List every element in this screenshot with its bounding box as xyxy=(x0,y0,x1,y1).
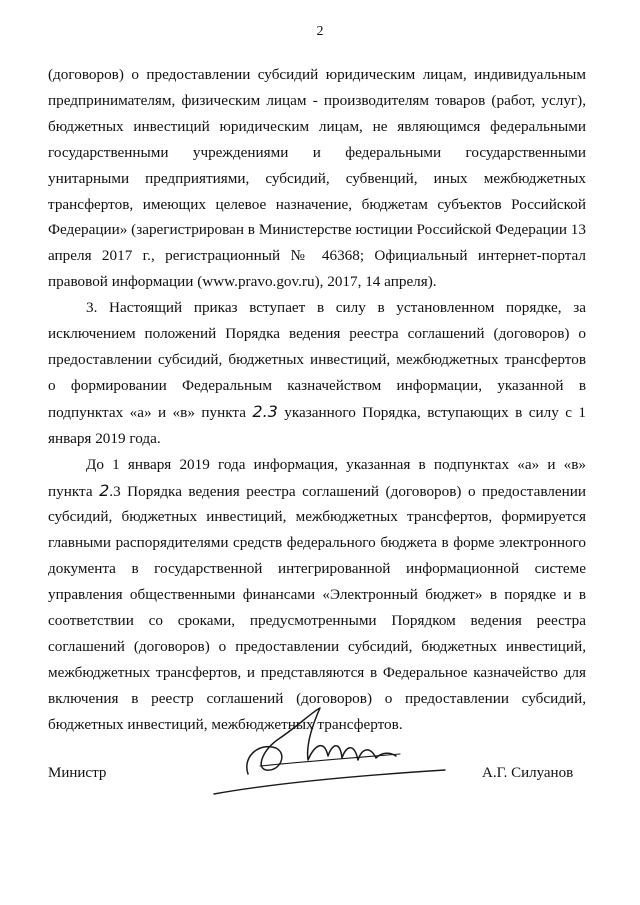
handwritten-digit: 2 xyxy=(99,480,110,500)
page-number: 2 xyxy=(316,24,324,39)
document-body xyxy=(48,62,586,738)
paragraph-3 xyxy=(48,295,586,451)
signatory-title: Министр xyxy=(48,765,107,781)
handwritten-clause-number: 2.3 xyxy=(252,401,278,421)
paragraph-continuation: (договоров) о предоставлении субсидий юридическим лицам, индивидуальным предпринимателям, физическим лицам - производителям товаров (работ, услуг), бюджетных инвестиций юридическим лицам, не являющимся федеральными государственными учреждениями и федеральными государственными унитарными предприятиями, субсидий, субвенций, иных межбюджетных трансфертов, имеющих целевое назначение, бюджетам субъектов Российской Федерации» (зарегистрирован в Министерстве юстиции Российской Федерации 13 апреля 2017 г., регистрационный № 46368; Официальный интернет-портал правовой информации (www.pravo.gov.ru), 2017, 14 апреля). xyxy=(48,66,586,291)
paragraph-3-text-end: указанного Порядка, вступающих в силу с 1 января 2019 года. xyxy=(48,403,587,447)
signatory-name: А.Г. Силуанов xyxy=(482,765,574,781)
paragraph-transition-text-end: .3 Порядка ведения реестра соглашений (договоров) о предоставлении субсидий, бюджетных инвестиций, межбюджетных трансфертов, формируется главными распорядителями средств федерального бюджета в форме электронного документа в государственной интегрированной информационной системе управления общественными финансами «Электронный бюджет» в порядке и в соответствии со сроками, предусмотренными Порядком ведения реестра соглашений (договоров) о предоставлении субсидий, бюджетных инвестиций, межбюджетных трансфертов, и представляются в Федеральное казначейство для включения в реестр соглашений (договоров) о предоставлении субсидий, бюджетных инвестиций, межбюджетных трансфертов. xyxy=(48,482,586,733)
signature-main-stroke xyxy=(247,708,396,774)
paragraph-3-text-start: 3. Настоящий приказ вступает в силу в установленном порядке, за исключением положений Порядка ведения реестра соглашений (договоров) о предоставлении субсидий, бюджетных инвестиций, межбюджетных трансфертов о формировании Федеральным казначейством информации, указанной в подпунктах «а» и «в» пункта xyxy=(48,299,586,421)
paragraph-transition-text-start: До 1 января 2019 года информация, указанная в подпунктах «а» и «в» пункта xyxy=(48,455,586,500)
handwritten-signature xyxy=(200,700,450,810)
paragraph-transition xyxy=(48,452,586,738)
